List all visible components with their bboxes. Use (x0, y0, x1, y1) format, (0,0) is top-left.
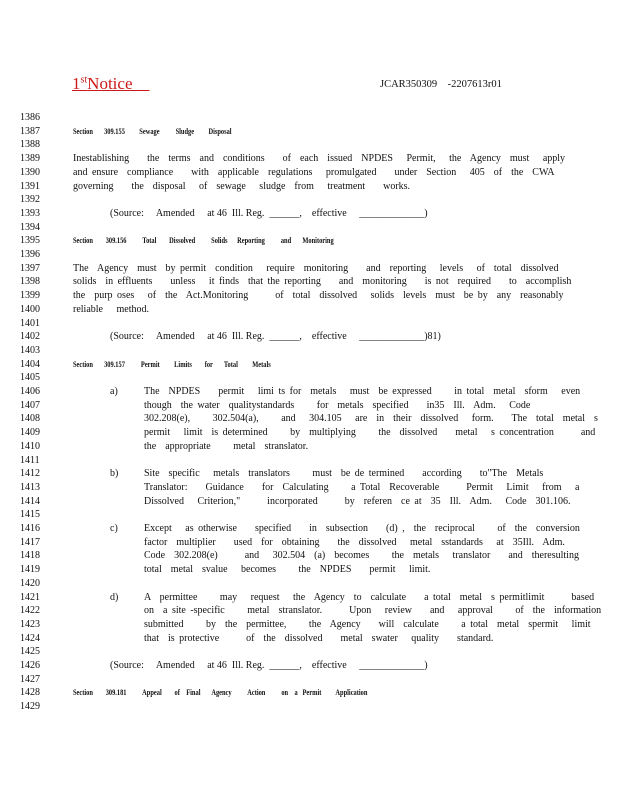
document-line (0, 221, 618, 234)
document-line (0, 193, 618, 206)
line-number: 1421 (20, 591, 40, 603)
document-line (0, 686, 618, 699)
line-text: total metal svalue becomes the NPDES permit limit. (144, 564, 431, 576)
document-line (0, 467, 618, 480)
line-number: 1389 (20, 153, 40, 165)
line-text: reliable method. (73, 303, 149, 315)
line-number: 1418 (20, 550, 40, 562)
line-number: 1390 (20, 166, 40, 178)
line-number: 1411 (20, 454, 40, 466)
section-heading: Section 309.157 Permit Limits for Total Metals (73, 359, 271, 369)
document-line (0, 536, 618, 549)
document-line (0, 330, 618, 343)
line-text: submitted by the permittee, the Agency will calculate a total metal spermit limit (144, 618, 591, 630)
section-heading: Section 309.155 Sewage Sludge Disposal (73, 126, 232, 136)
line-text: that is protective of the dissolved metal swater quality standard. (144, 632, 494, 644)
document-line (0, 604, 618, 617)
line-text: the purp oses of the Act.Monitoring of total dissolved solids levels must be by any reasonably (73, 290, 564, 302)
document-code: JCAR350309 -2207613r01 (380, 79, 502, 90)
document-line (0, 125, 618, 138)
line-number: 1406 (20, 386, 40, 397)
document-line (0, 358, 618, 371)
line-text: A permittee may request the Agency to calculate a total metal s permitlimit based (144, 591, 595, 603)
subsection-label: c) (110, 523, 118, 534)
line-number: 1424 (20, 632, 40, 644)
document-line (0, 454, 618, 467)
notice-word: Notice (87, 74, 133, 93)
notice-number: 1 (72, 74, 81, 93)
line-number: 1419 (20, 564, 40, 576)
document-line (0, 399, 618, 412)
line-number: 1415 (20, 509, 40, 521)
line-number: 1392 (20, 194, 40, 206)
line-text: The NPDES permit limi ts for metals must be expressed in total metal sform even (144, 386, 581, 397)
document-line (0, 577, 618, 590)
document-line (0, 522, 618, 535)
document-line (0, 138, 618, 151)
section-heading: Section 309.181 Appeal of Final Agency Action on a Permit Application (73, 688, 368, 698)
line-number: 1426 (20, 660, 40, 671)
line-number: 1408 (20, 413, 40, 425)
document-line (0, 234, 618, 247)
line-text: Dissolved Criterion," incorporated by referen ce at 35 Ill. Adm. Code 301.106. (144, 495, 571, 507)
line-text: though the water qualitystandards for metals specified in35 Ill. Adm. Code (144, 399, 531, 411)
line-number: 1414 (20, 495, 40, 507)
line-number: 1404 (20, 358, 40, 370)
document-line (0, 700, 618, 713)
line-number: 1398 (20, 276, 40, 288)
document-line (0, 426, 618, 439)
line-text: on a site -specific metal stranslator. Upon review and approval of the information (144, 605, 602, 617)
document-line (0, 248, 618, 261)
document-line (0, 508, 618, 521)
document-line (0, 659, 618, 672)
line-number: 1427 (20, 673, 40, 685)
line-text: factor multiplier used for obtaining the dissolved metal sstandards at 35Ill. Adm. (144, 536, 565, 548)
line-number: 1429 (20, 701, 40, 713)
line-text: 302.208(e), 302.504(a), and 304.105 are in their dissolved form. The total metal s (144, 413, 598, 425)
section-heading: Section 309.156 Total Dissolved Solids Reporting and Monitoring (73, 236, 334, 246)
line-text: The Agency must by permit condition require monitoring and reporting levels of total dissolved (73, 262, 559, 274)
document-line (0, 166, 618, 179)
line-number: 1395 (20, 235, 40, 247)
document-line (0, 344, 618, 357)
line-number: 1386 (20, 112, 40, 123)
line-text: governing the disposal of sewage sludge from treatment works. (73, 180, 411, 192)
document-line (0, 549, 618, 562)
document-line (0, 180, 618, 193)
line-text: Site specific metals translators must be de termined according to"The Metals (144, 468, 544, 480)
line-number: 1391 (20, 180, 40, 192)
document-line (0, 618, 618, 631)
document-line (0, 645, 618, 658)
line-text: Code 302.208(e) and 302.504 (a) becomes the metals translator and theresulting (144, 550, 579, 562)
document-line (0, 303, 618, 316)
line-number: 1405 (20, 372, 40, 384)
line-number: 1402 (20, 331, 40, 343)
line-number: 1416 (20, 523, 40, 534)
line-number: 1393 (20, 207, 40, 219)
source-note: (Source: Amended at 46 Ill. Reg. ______, effective _____________) (110, 207, 428, 219)
line-number: 1422 (20, 605, 40, 617)
document-line (0, 412, 618, 425)
document-line (0, 673, 618, 686)
line-number: 1425 (20, 646, 40, 658)
line-text: permit limit is determined by multiplying the dissolved metal s concentration and (144, 427, 596, 439)
document-line (0, 317, 618, 330)
document-line (0, 591, 618, 604)
subsection-label: a) (110, 386, 118, 397)
document-line (0, 371, 618, 384)
line-text: Inestablishing the terms and conditions of each issued NPDES Permit, the Agency must apply (73, 153, 566, 165)
subsection-label: d) (110, 591, 119, 603)
document-line (0, 207, 618, 220)
source-note: (Source: Amended at 46 Ill. Reg. ______, effective _____________) (110, 660, 428, 671)
document-line (0, 495, 618, 508)
source-note: (Source: Amended at 46 Ill. Reg. ______, effective _____________)81) (110, 331, 441, 343)
line-number: 1413 (20, 481, 40, 493)
line-text: solids in effluents unless it finds that the reporting and monitoring is not required to accomplish (73, 276, 572, 288)
notice-ordinal-suffix: st (80, 74, 88, 86)
document-line (0, 563, 618, 576)
line-number: 1423 (20, 618, 40, 630)
line-number: 1403 (20, 344, 40, 356)
document-line (0, 440, 618, 453)
line-text: the appropriate metal stranslator. (144, 440, 309, 452)
line-number: 1396 (20, 249, 40, 260)
line-text: and ensure compliance with applicable regulations promulgated under Section 405 of the CWA (73, 166, 555, 178)
line-number: 1399 (20, 290, 40, 302)
line-number: 1388 (20, 139, 40, 151)
line-number: 1417 (20, 536, 40, 548)
document-line (0, 481, 618, 494)
line-number: 1412 (20, 468, 40, 480)
line-number: 1400 (20, 303, 40, 315)
document-line (0, 385, 618, 398)
line-number: 1394 (20, 221, 40, 233)
document-line (0, 275, 618, 288)
line-number: 1420 (20, 577, 40, 589)
subsection-label: b) (110, 468, 119, 480)
document-line (0, 152, 618, 165)
document-line (0, 111, 618, 124)
line-text: Translator: Guidance for Calculating a Total Recoverable Permit Limit from a (144, 481, 580, 493)
line-number: 1387 (20, 125, 40, 137)
line-number: 1401 (20, 317, 40, 329)
line-number: 1397 (20, 262, 40, 274)
line-number: 1407 (20, 399, 40, 411)
line-number: 1409 (20, 427, 40, 439)
document-line (0, 289, 618, 302)
line-number: 1410 (20, 440, 40, 452)
document-line (0, 262, 618, 275)
line-number: 1428 (20, 687, 40, 699)
document-line (0, 632, 618, 645)
line-text: Except as otherwise specified in subsection (d) , the reciprocal of the conversion (144, 523, 580, 534)
